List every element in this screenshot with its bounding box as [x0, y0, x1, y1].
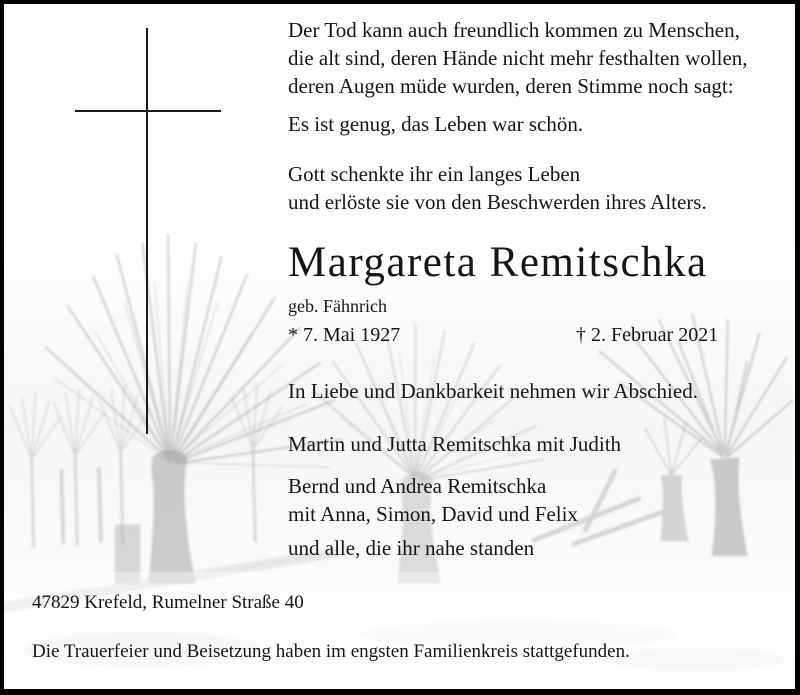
verse-line-3: deren Augen müde wurden, deren Stimme noch sagt: [288, 74, 734, 98]
funeral-note: Die Trauerfeier und Beisetzung haben im engsten Familienkreis stattgefunden. [32, 641, 630, 662]
verse-blessing [288, 160, 707, 216]
farewell-line: In Liebe und Dankbarkeit nehmen wir Abschied. [288, 379, 698, 403]
address-line: 47829 Krefeld, Rumelner Straße 40 [32, 592, 304, 613]
mourner-line-3: mit Anna, Simon, David und Felix [288, 502, 578, 526]
death-date: † 2. Februar 2021 [576, 324, 719, 346]
verse-line-1: Der Tod kann auch freundlich kommen zu Menschen, [288, 18, 740, 42]
dates-row [288, 324, 768, 347]
cross-vertical-line [146, 28, 148, 434]
cross-horizontal-line [75, 110, 221, 112]
blessing-line-2: und erlöste sie von den Beschwerden ihres Alters. [288, 190, 707, 214]
verse-quote: Es ist genug, das Leben war schön. [288, 112, 584, 136]
mourner-family-2 [288, 472, 578, 528]
birth-date: * 7. Mai 1927 [288, 324, 401, 346]
verse-line-2: die alt sind, deren Hände nicht mehr festhalten wollen, [288, 46, 748, 70]
mourner-line-2: Bernd und Andrea Remitschka [288, 474, 547, 498]
mourner-line-1: Martin und Jutta Remitschka mit Judith [288, 432, 622, 456]
blessing-line-1: Gott schenkte ihr ein langes Leben [288, 162, 581, 186]
opening-verse [288, 16, 748, 100]
mourner-line-4: und alle, die ihr nahe standen [288, 536, 535, 560]
deceased-name: Margareta Remitschka [288, 239, 708, 286]
maiden-name: geb. Fähnrich [288, 296, 387, 316]
